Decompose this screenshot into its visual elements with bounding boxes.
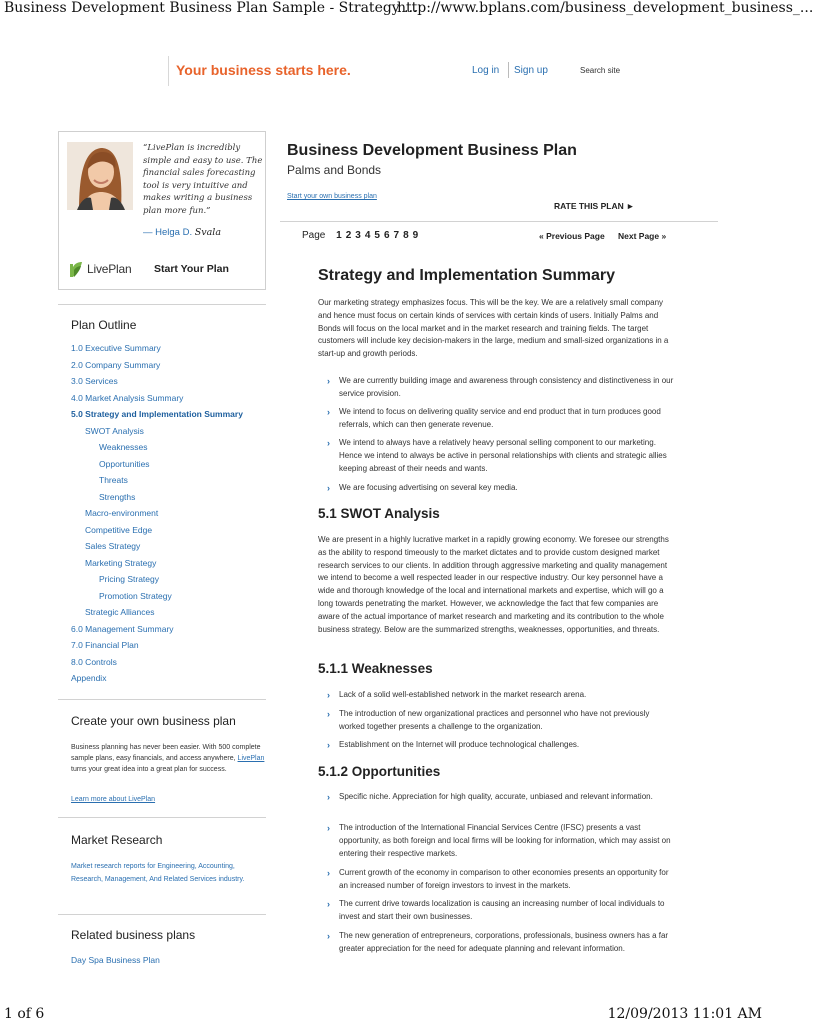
chevron-right-icon: › [327,868,330,878]
outline-item[interactable]: Macro-environment [85,508,159,518]
chevron-right-icon: › [327,709,330,719]
chevron-right-icon: › [327,483,330,493]
bullet-text: We intend to focus on delivering quality service and end product that in turn produces good referrals, which can then generate revenue. [339,407,661,429]
bullet-item [325,689,675,702]
create-plan-text-before: Business planning has never been easier. With 500 complete sample plans, easy financials, and access anywhere, [71,744,261,762]
page-label: Page [302,230,326,241]
section-heading-swot: 5.1 SWOT Analysis [318,506,440,521]
outline-item[interactable]: 1.0 Executive Summary [71,343,161,353]
bullet-text: Specific niche. Appreciation for high quality, accurate, unbiased and relevant information. [339,792,653,801]
topbar-divider [168,56,169,86]
market-research-title: Market Research [71,833,163,847]
outline-item[interactable]: Pricing Strategy [99,574,159,584]
plan-outline-title: Plan Outline [71,318,137,332]
liveplan-logo[interactable] [69,260,131,278]
sidebar-divider [58,699,266,700]
sidebar-divider [58,304,266,305]
outline-item[interactable]: SWOT Analysis [85,425,144,436]
liveplan-testimonial [58,131,266,290]
previous-page-link[interactable]: « Previous Page [539,231,605,241]
sidebar-divider [58,817,266,818]
bullet-item [325,791,675,804]
chevron-right-icon: › [327,376,330,386]
chevron-right-icon: › [327,792,330,802]
sidebar-divider [58,914,266,915]
strategy-paragraph: Our marketing strategy emphasizes focus. This will be the key. We are a relatively small company and hence must focus on certain kinds of services with certain kinds of users. Initially Palms and Bonds will focus on the local market and in the market research and training fields. The target customers will include key decision-makers in the large, medium and small-sized organizations in a start-up and growth periods. [318,298,669,359]
section-heading-strategy: Strategy and Implementation Summary [318,267,615,284]
signup-link[interactable]: Sign up [514,65,548,76]
bullet-text: Lack of a solid well-established network in the market research arena. [339,690,587,699]
bullet-text: We are focusing advertising on several key media. [339,483,518,492]
testimonial-author-name: — Helga D. [143,227,193,238]
outline-item[interactable]: Strategic Alliances [85,607,155,617]
print-page-title: Business Development Business Plan Sample - Strategy ... [4,0,418,16]
rate-this-plan-button[interactable]: RATE THIS PLAN ► [554,201,635,211]
bullet-item [325,822,675,860]
page-number-link[interactable]: 3 [355,230,361,241]
outline-item[interactable]: 7.0 Financial Plan [71,640,139,650]
bullet-text: We intend to always have a relatively heavy personal selling component to our marketing. Hence we intend to always be active in personal relationships with clients and strategic allies keeping abreast of their needs and wants. [339,438,667,473]
related-plan-link[interactable]: Day Spa Business Plan [71,955,160,965]
bullet-item [325,739,675,752]
print-footer [0,1004,768,1024]
liveplan-logo-text: LivePlan [87,262,132,276]
liveplan-leaf-icon [69,261,83,277]
swot-paragraph: We are present in a highly lucrative market in a rapidly growing economy. We foresee our strengths as the ability to respond timeously to the market dictates and to provide custom designed market research services to our clients. In addition through aggressive marketing and quality management we intend to become a well respected leader in our respective industry. Our key personnel have a wide and thorough knowledge of the local and international markets and expertise, which will go a long towards penetrating the market. However, we acknowledge the fact that few companies are aware of the actual importance of market research and marketing and its contribution to the whole business strategy. Below are the summarized strengths, weaknesses, opportunities, and threats. [318,535,669,634]
start-your-plan-button[interactable]: Start Your Plan [154,263,229,275]
page-number-link[interactable]: 5 [374,230,380,241]
bullet-text: The current drive towards localization is causing an increasing number of local individuals to invest and start their own businesses. [339,899,665,921]
testimonial-author-company: Svala [194,227,221,238]
plan-title: Business Development Business Plan [287,142,577,159]
testimonial-author [143,227,221,238]
outline-item[interactable]: 2.0 Company Summary [71,359,161,370]
chevron-right-icon: › [327,740,330,750]
page-number-link[interactable]: 6 [383,230,390,241]
outline-item[interactable]: Competitive Edge [85,524,153,535]
bullet-item [325,930,675,956]
bullet-item [325,898,675,924]
next-page-link[interactable]: Next Page » [618,231,667,241]
login-signup-separator [508,62,509,78]
liveplan-inline-link[interactable]: LivePlan [237,755,265,762]
site-tagline: Your business starts here. [176,62,351,78]
chevron-right-icon: › [327,899,330,909]
page-navigation [302,230,422,241]
market-research-link[interactable]: Market research reports for Engineering, Accounting, Research, Management, And Related Services industry. [71,863,245,883]
outline-item[interactable]: Marketing Strategy [85,557,157,568]
login-link[interactable]: Log in [472,65,500,76]
bullet-text: The introduction of the International Financial Services Centre (IFSC) presents a vast opportunity, as both foreign and local firms will be looking for information, which may assist on entering their respective markets. [339,823,671,858]
chevron-right-icon: › [327,407,330,417]
outline-item[interactable]: Sales Strategy [85,541,141,551]
print-datetime: 12/09/2013 11:01 AM [607,1006,762,1022]
plan-company: Palms and Bonds [287,163,382,177]
print-page-url: http://www.bplans.com/business_development_business_... [397,0,813,16]
page-number-link[interactable]: 8 [403,230,409,241]
page-numbers [336,230,422,241]
page-number-link[interactable]: 9 [412,230,419,241]
outline-item[interactable]: Threats [99,475,128,485]
chevron-right-icon: › [327,931,330,941]
outline-item[interactable]: Opportunities [99,458,150,469]
chevron-right-icon: › [327,438,330,448]
bullet-item [325,708,675,734]
testimonial-photo [67,142,133,210]
bullet-text: The introduction of new organizational practices and personnel who have not previously worked together presents a challenge to the organization. [339,709,650,731]
outline-item[interactable]: Promotion Strategy [99,590,172,601]
outline-item[interactable]: 3.0 Services [71,376,118,386]
page-number-link[interactable]: 4 [364,230,371,241]
print-page-count: 1 of 6 [4,1006,45,1022]
print-header [0,0,813,20]
create-plan-text-after: turns your great idea into a great plan for success. [71,766,227,773]
start-own-plan-link[interactable]: Start your own business plan [287,193,377,200]
chevron-right-icon: › [327,823,330,833]
create-plan-title: Create your own business plan [71,714,236,728]
section-heading-opportunities: 5.1.2 Opportunities [318,764,441,779]
search-site-input[interactable]: Search site [580,66,621,75]
bullet-text: Current growth of the economy in comparison to other economies presents an opportunity for an increased number of foreign investors to invest in the markets. [339,868,669,890]
create-plan-text [71,742,266,775]
chevron-right-icon: › [327,690,330,700]
learn-more-liveplan-link[interactable]: Learn more about LivePlan [71,796,156,803]
page-number-link[interactable]: 2 [345,230,352,241]
outline-item[interactable]: Weaknesses [99,442,148,452]
outline-item[interactable]: 8.0 Controls [71,656,117,667]
page-number-link[interactable]: 1 [336,230,342,241]
bullet-item [325,437,675,475]
bullet-text: Establishment on the Internet will produce technological challenges. [339,740,580,749]
site-topbar [168,52,716,92]
outline-item[interactable]: Strengths [99,491,136,502]
testimonial-quote: “LivePlan is incredibly simple and easy to use. The financial sales forecasting tool is very intuitive and makes writing a business plan more fun.” [143,143,263,216]
outline-item[interactable]: 4.0 Market Analysis Summary [71,392,184,403]
outline-item[interactable]: 5.0 Strategy and Implementation Summary [71,409,243,419]
outline-item[interactable]: Appendix [71,673,107,683]
header-divider [280,221,718,222]
bullet-item [325,375,675,401]
section-heading-weaknesses: 5.1.1 Weaknesses [318,661,433,676]
page-number-link[interactable]: 7 [393,230,400,241]
bullet-text: We are currently building image and awareness through consistency and distinctiveness in our service provision. [339,376,674,398]
bullet-item [325,482,675,495]
related-plans-title: Related business plans [71,928,196,942]
bullet-item [325,406,675,432]
outline-item[interactable]: 6.0 Management Summary [71,623,174,634]
bullet-item [325,867,675,893]
bullet-text: The new generation of entrepreneurs, corporations, professionals, business owners has a far greater appreciation for the need for adequate planning and relevant information. [339,931,669,953]
